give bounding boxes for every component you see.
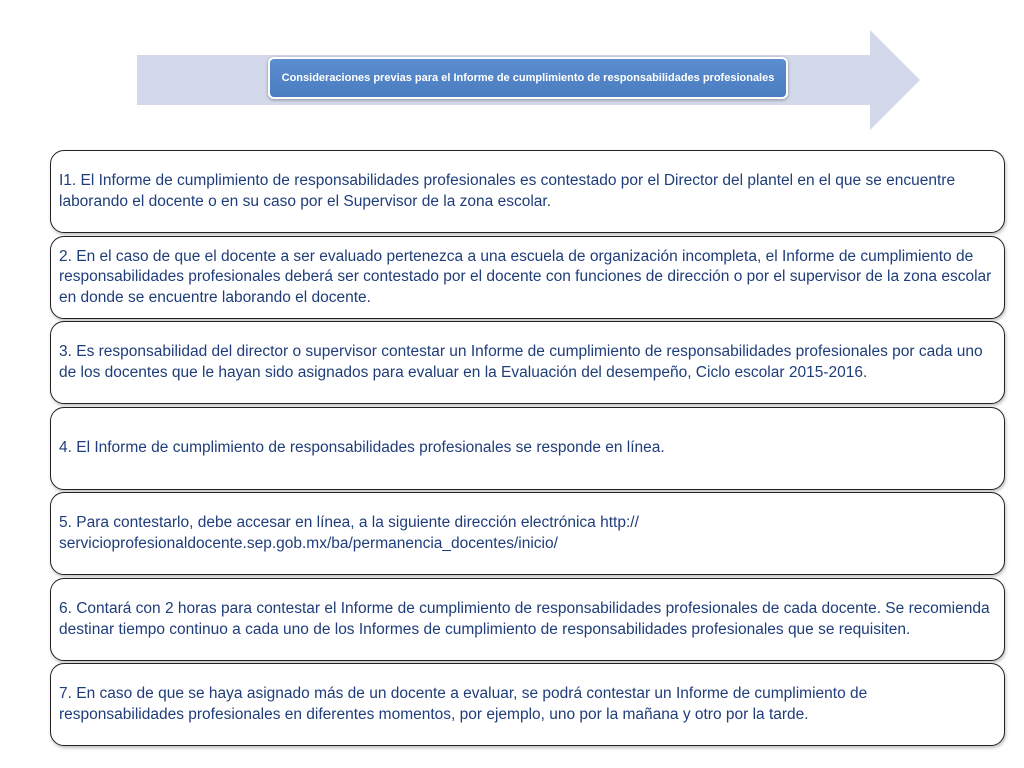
consideration-item-5 <box>50 492 1005 575</box>
consideration-item-4-text: 4. El Informe de cumplimiento de responsabilidades profesionales se responde en línea. <box>59 439 665 457</box>
consideration-item-5-text: 5. Para contestarlo, debe accesar en línea, a la siguiente dirección electrónica http:// servicioprofesionaldocente.sep.gob.mx/ba/permanencia_docentes/inicio/ <box>59 514 639 552</box>
header-title-box <box>268 57 788 99</box>
consideration-item-4 <box>50 407 1005 490</box>
consideration-item-3-text: 3. Es responsabilidad del director o supervisor contestar un Informe de cumplimiento de responsabilidades profesionales por cada uno de los docentes que le hayan sido asignados para evaluar en la Evaluación del desempeño, Ciclo escolar 2015-2016. <box>59 343 983 381</box>
consideration-item-7 <box>50 663 1005 746</box>
header-title: Consideraciones previas para el Informe de cumplimiento de responsabilidades profesionales <box>281 72 775 84</box>
consideration-item-6 <box>50 578 1005 661</box>
consideration-item-1-text: I1. El Informe de cumplimiento de responsabilidades profesionales es contestado por el Director del plantel en el que se encuentre laborando el docente o en su caso por el Supervisor de la zona escolar. <box>59 172 956 210</box>
consideration-item-2 <box>50 236 1005 319</box>
consideration-item-7-text: 7. En caso de que se haya asignado más de un docente a evaluar, se podrá contestar un Informe de cumplimiento de responsabilidades profesionales en diferentes momentos, por ejemplo, uno por la mañana y otro por la tarde. <box>59 685 868 723</box>
consideration-item-6-text: 6. Contará con 2 horas para contestar el Informe de cumplimiento de responsabilidades profesionales de cada docente. Se recomienda destinar tiempo continuo a cada uno de los Informes de cumplimiento de responsabilidades profesionales que se requisiten. <box>59 600 990 638</box>
consideration-item-2-text: 2. En el caso de que el docente a ser evaluado pertenezca a una escuela de organización incompleta, el Informe de cumplimiento de responsabilidades profesionales deberá ser contestado por el docente con funciones de dirección o por el supervisor de la zona escolar en donde se encuentre laborando el docente. <box>59 247 992 306</box>
consideration-item-1 <box>50 150 1005 233</box>
consideration-item-3 <box>50 321 1005 404</box>
